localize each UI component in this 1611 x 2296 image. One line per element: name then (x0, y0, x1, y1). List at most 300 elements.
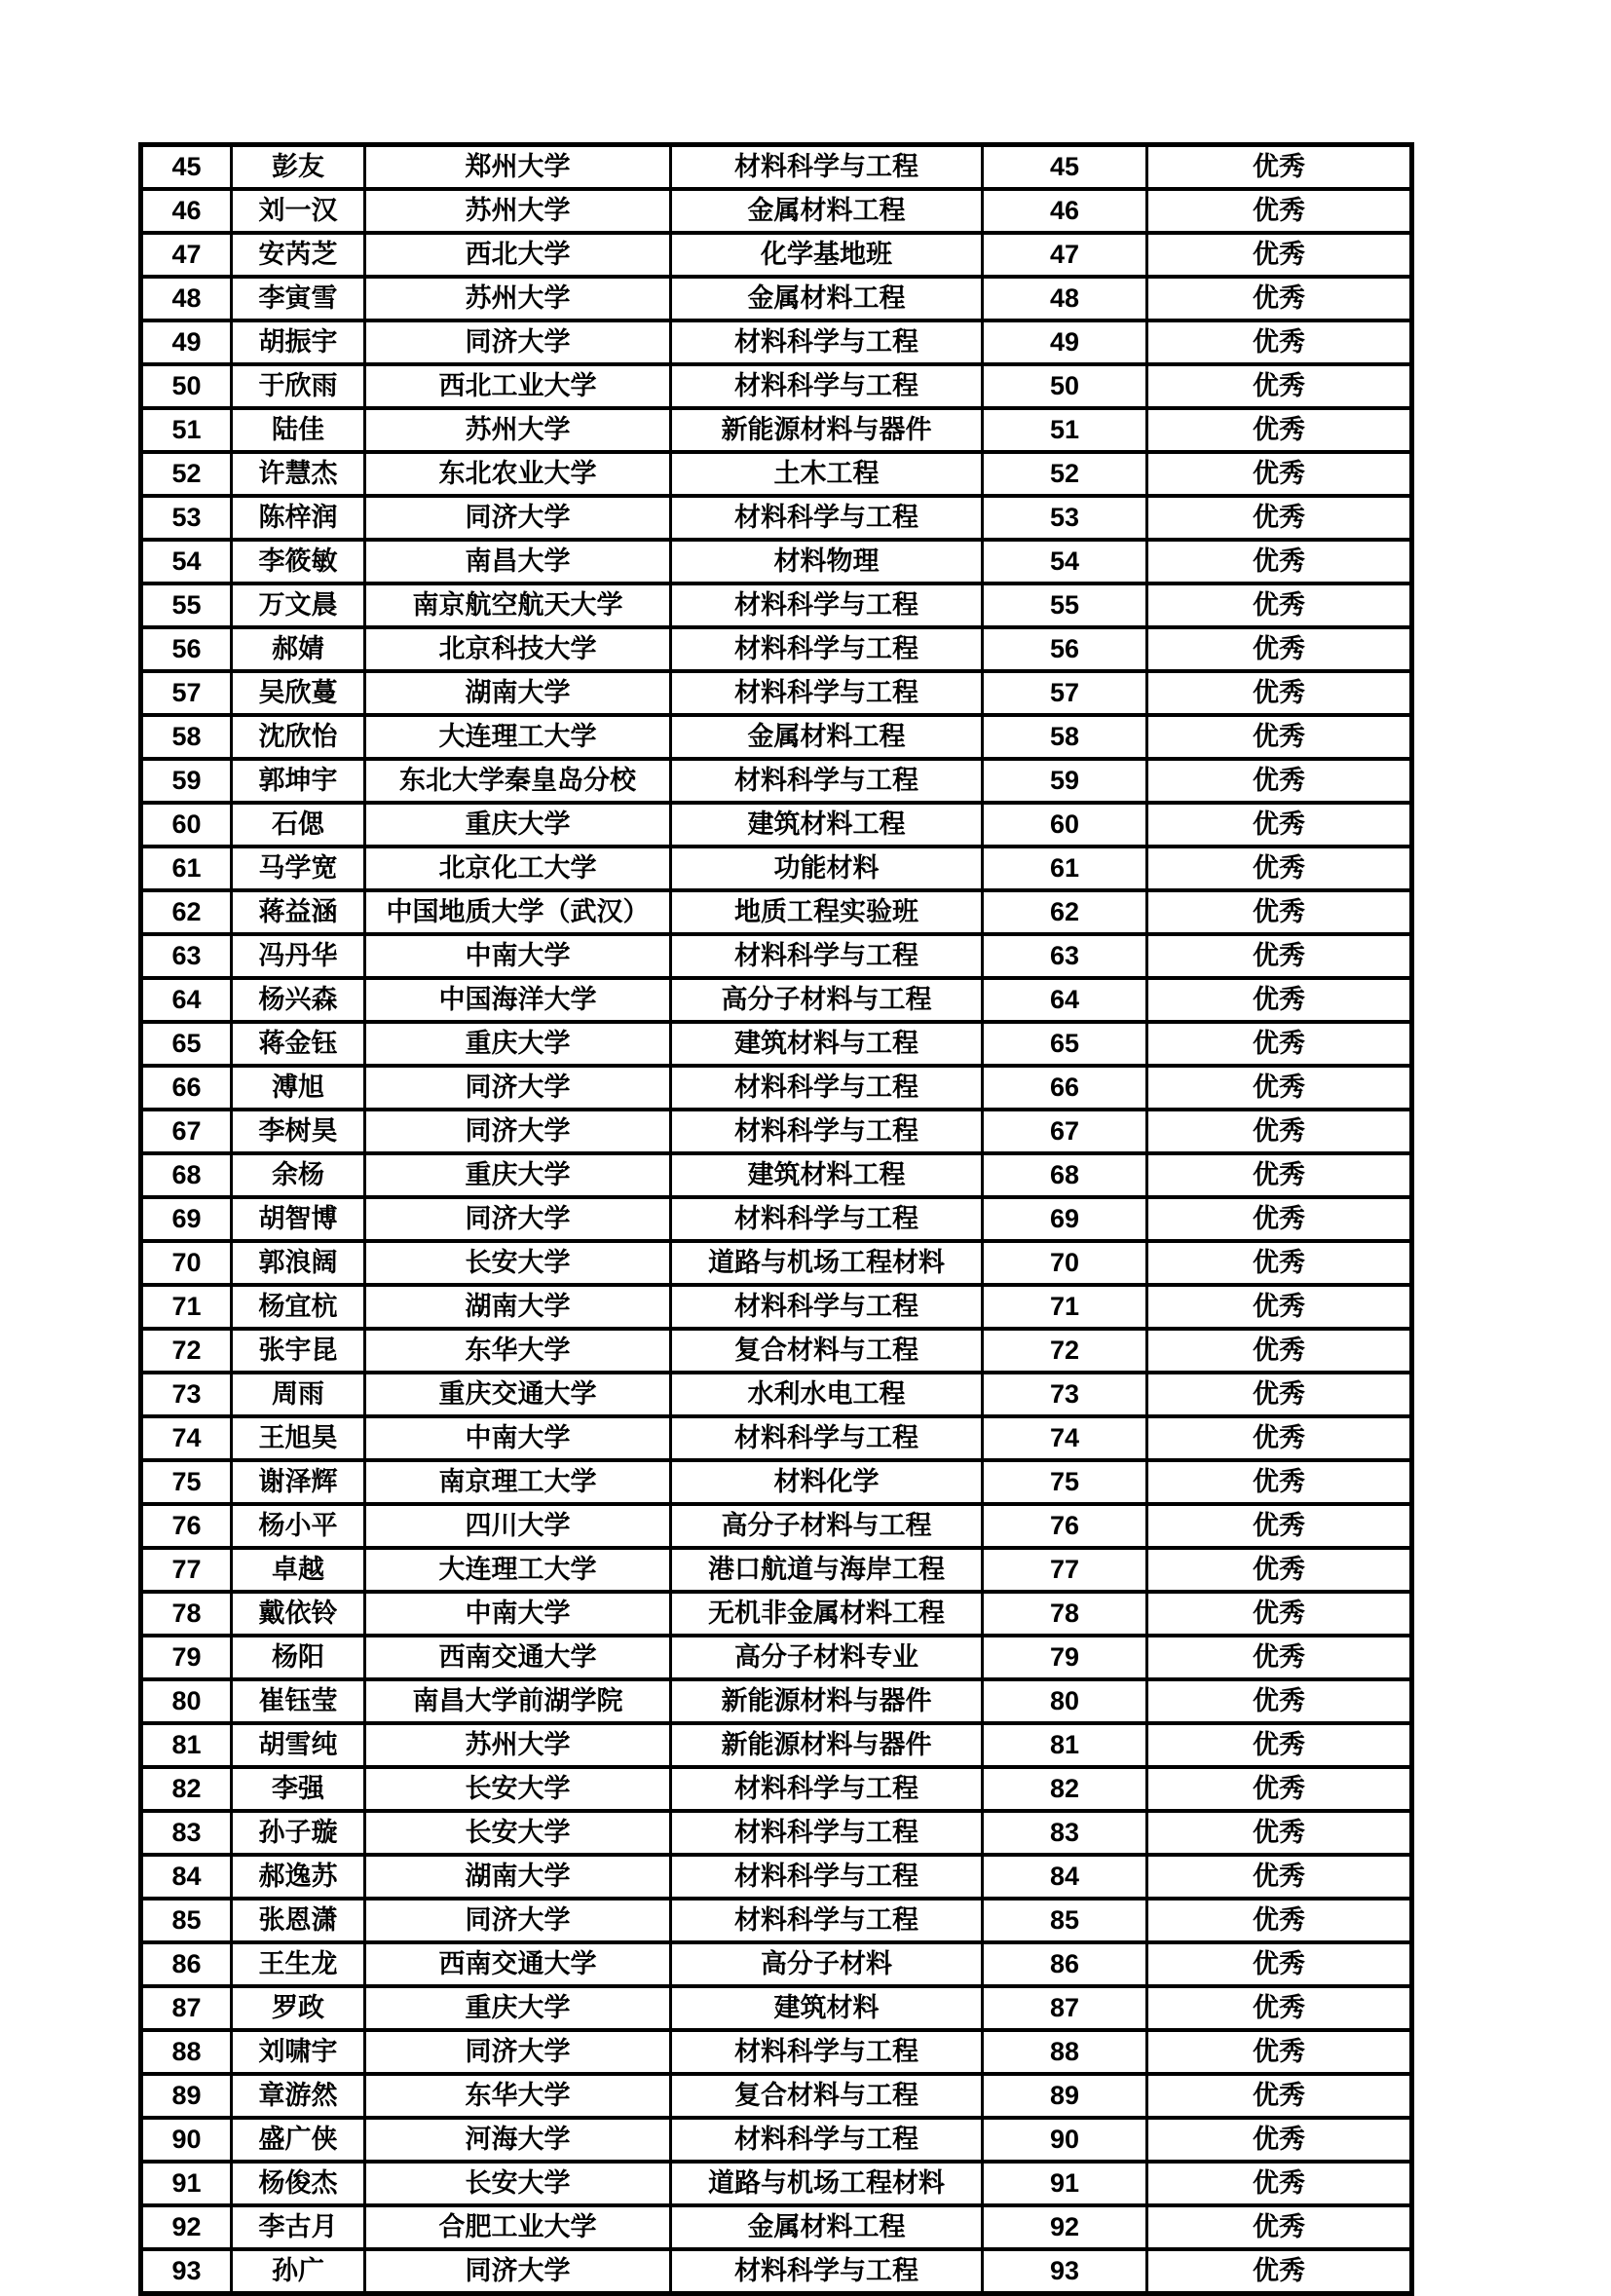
table-row (141, 759, 1412, 803)
university-cell: 东华大学 (365, 2074, 671, 2118)
row-number-repeat-cell: 65 (983, 1022, 1147, 1066)
table-row (141, 1636, 1412, 1679)
table-row (141, 145, 1412, 190)
major-cell: 金属材料工程 (671, 715, 983, 759)
rating-cell: 优秀 (1147, 1110, 1412, 1153)
rating-cell: 优秀 (1147, 1855, 1412, 1899)
table-row (141, 540, 1412, 583)
row-number-repeat-cell: 83 (983, 1811, 1147, 1855)
university-cell: 中国海洋大学 (365, 978, 671, 1022)
university-cell: 湖南大学 (365, 1855, 671, 1899)
row-number-cell: 45 (141, 145, 232, 190)
table-row (141, 1285, 1412, 1329)
rating-cell: 优秀 (1147, 2074, 1412, 2118)
table-row (141, 2030, 1412, 2074)
rating-cell: 优秀 (1147, 1986, 1412, 2030)
rating-cell: 优秀 (1147, 1899, 1412, 1942)
row-number-repeat-cell: 79 (983, 1636, 1147, 1679)
rating-cell: 优秀 (1147, 2162, 1412, 2205)
table-row (141, 1153, 1412, 1197)
rating-cell: 优秀 (1147, 671, 1412, 715)
major-cell: 金属材料工程 (671, 277, 983, 320)
table-row (141, 890, 1412, 934)
row-number-cell: 70 (141, 1241, 232, 1285)
university-cell: 重庆大学 (365, 1986, 671, 2030)
row-number-repeat-cell: 53 (983, 496, 1147, 540)
table-row (141, 1592, 1412, 1636)
major-cell: 水利水电工程 (671, 1373, 983, 1416)
row-number-repeat-cell: 46 (983, 189, 1147, 233)
rating-cell: 优秀 (1147, 452, 1412, 496)
row-number-repeat-cell: 91 (983, 2162, 1147, 2205)
student-name-cell: 章游然 (232, 2074, 365, 2118)
major-cell: 材料科学与工程 (671, 1416, 983, 1460)
major-cell: 材料科学与工程 (671, 2030, 983, 2074)
student-name-cell: 刘啸宇 (232, 2030, 365, 2074)
table-row (141, 1855, 1412, 1899)
student-name-cell: 余杨 (232, 1153, 365, 1197)
row-number-cell: 61 (141, 847, 232, 890)
table-row (141, 1723, 1412, 1767)
student-name-cell: 彭友 (232, 145, 365, 190)
table-row (141, 671, 1412, 715)
table-row (141, 1373, 1412, 1416)
university-cell: 重庆大学 (365, 803, 671, 847)
student-name-cell: 郭坤宇 (232, 759, 365, 803)
table-row (141, 1329, 1412, 1373)
major-cell: 材料科学与工程 (671, 671, 983, 715)
row-number-cell: 89 (141, 2074, 232, 2118)
rating-cell: 优秀 (1147, 1373, 1412, 1416)
table-row (141, 1548, 1412, 1592)
student-name-cell: 杨俊杰 (232, 2162, 365, 2205)
table-row (141, 2249, 1412, 2294)
row-number-cell: 60 (141, 803, 232, 847)
row-number-repeat-cell: 76 (983, 1504, 1147, 1548)
student-name-cell: 卓越 (232, 1548, 365, 1592)
row-number-cell: 66 (141, 1066, 232, 1110)
row-number-repeat-cell: 51 (983, 408, 1147, 452)
row-number-repeat-cell: 66 (983, 1066, 1147, 1110)
university-cell: 苏州大学 (365, 277, 671, 320)
row-number-cell: 88 (141, 2030, 232, 2074)
major-cell: 地质工程实验班 (671, 890, 983, 934)
table-row (141, 1679, 1412, 1723)
university-cell: 长安大学 (365, 2162, 671, 2205)
student-name-cell: 王生龙 (232, 1942, 365, 1986)
row-number-cell: 48 (141, 277, 232, 320)
rating-cell: 优秀 (1147, 408, 1412, 452)
rating-cell: 优秀 (1147, 1285, 1412, 1329)
university-cell: 北京化工大学 (365, 847, 671, 890)
major-cell: 材料科学与工程 (671, 320, 983, 364)
row-number-repeat-cell: 92 (983, 2205, 1147, 2249)
student-name-cell: 崔钰莹 (232, 1679, 365, 1723)
university-cell: 同济大学 (365, 1066, 671, 1110)
major-cell: 材料科学与工程 (671, 627, 983, 671)
row-number-repeat-cell: 61 (983, 847, 1147, 890)
row-number-repeat-cell: 55 (983, 583, 1147, 627)
table-row (141, 715, 1412, 759)
row-number-repeat-cell: 93 (983, 2249, 1147, 2294)
row-number-repeat-cell: 48 (983, 277, 1147, 320)
row-number-repeat-cell: 45 (983, 145, 1147, 190)
major-cell: 材料科学与工程 (671, 1899, 983, 1942)
row-number-cell: 65 (141, 1022, 232, 1066)
student-name-cell: 沈欣怡 (232, 715, 365, 759)
student-name-cell: 陈梓润 (232, 496, 365, 540)
row-number-repeat-cell: 56 (983, 627, 1147, 671)
university-cell: 大连理工大学 (365, 715, 671, 759)
major-cell: 港口航道与海岸工程 (671, 1548, 983, 1592)
major-cell: 化学基地班 (671, 233, 983, 277)
rating-cell: 优秀 (1147, 627, 1412, 671)
major-cell: 材料科学与工程 (671, 496, 983, 540)
student-name-cell: 溥旭 (232, 1066, 365, 1110)
row-number-cell: 92 (141, 2205, 232, 2249)
row-number-cell: 78 (141, 1592, 232, 1636)
major-cell: 材料科学与工程 (671, 1767, 983, 1811)
rating-cell: 优秀 (1147, 1592, 1412, 1636)
row-number-cell: 47 (141, 233, 232, 277)
row-number-cell: 69 (141, 1197, 232, 1241)
rating-cell: 优秀 (1147, 583, 1412, 627)
major-cell: 材料科学与工程 (671, 759, 983, 803)
major-cell: 材料科学与工程 (671, 1066, 983, 1110)
student-name-cell: 安芮芝 (232, 233, 365, 277)
rating-cell: 优秀 (1147, 1636, 1412, 1679)
major-cell: 复合材料与工程 (671, 2074, 983, 2118)
university-cell: 西北工业大学 (365, 364, 671, 408)
university-cell: 同济大学 (365, 2249, 671, 2294)
university-cell: 郑州大学 (365, 145, 671, 190)
student-name-cell: 马学宽 (232, 847, 365, 890)
row-number-cell: 59 (141, 759, 232, 803)
student-name-cell: 胡智博 (232, 1197, 365, 1241)
university-cell: 东北大学秦皇岛分校 (365, 759, 671, 803)
row-number-repeat-cell: 73 (983, 1373, 1147, 1416)
row-number-repeat-cell: 70 (983, 1241, 1147, 1285)
student-name-cell: 万文晨 (232, 583, 365, 627)
university-cell: 重庆交通大学 (365, 1373, 671, 1416)
rating-cell: 优秀 (1147, 1548, 1412, 1592)
rating-cell: 优秀 (1147, 1153, 1412, 1197)
major-cell: 道路与机场工程材料 (671, 2162, 983, 2205)
university-cell: 同济大学 (365, 2030, 671, 2074)
row-number-cell: 93 (141, 2249, 232, 2294)
rating-cell: 优秀 (1147, 233, 1412, 277)
student-name-cell: 李强 (232, 1767, 365, 1811)
student-name-cell: 冯丹华 (232, 934, 365, 978)
table-row (141, 2205, 1412, 2249)
student-name-cell: 胡雪纯 (232, 1723, 365, 1767)
rating-cell: 优秀 (1147, 1723, 1412, 1767)
major-cell: 新能源材料与器件 (671, 1679, 983, 1723)
row-number-repeat-cell: 69 (983, 1197, 1147, 1241)
major-cell: 高分子材料专业 (671, 1636, 983, 1679)
table-row (141, 1986, 1412, 2030)
rating-cell: 优秀 (1147, 145, 1412, 190)
row-number-repeat-cell: 68 (983, 1153, 1147, 1197)
student-name-cell: 罗政 (232, 1986, 365, 2030)
rating-cell: 优秀 (1147, 759, 1412, 803)
table-row (141, 2118, 1412, 2162)
row-number-cell: 76 (141, 1504, 232, 1548)
university-cell: 苏州大学 (365, 408, 671, 452)
rating-cell: 优秀 (1147, 1504, 1412, 1548)
row-number-repeat-cell: 50 (983, 364, 1147, 408)
major-cell: 材料化学 (671, 1460, 983, 1504)
university-cell: 重庆大学 (365, 1022, 671, 1066)
university-cell: 苏州大学 (365, 1723, 671, 1767)
table-row (141, 452, 1412, 496)
rating-cell: 优秀 (1147, 1460, 1412, 1504)
row-number-cell: 58 (141, 715, 232, 759)
row-number-cell: 91 (141, 2162, 232, 2205)
rating-cell: 优秀 (1147, 1416, 1412, 1460)
university-cell: 同济大学 (365, 496, 671, 540)
university-cell: 四川大学 (365, 1504, 671, 1548)
rating-cell: 优秀 (1147, 1022, 1412, 1066)
major-cell: 材料科学与工程 (671, 1110, 983, 1153)
row-number-cell: 84 (141, 1855, 232, 1899)
row-number-cell: 53 (141, 496, 232, 540)
university-cell: 中国地质大学（武汉） (365, 890, 671, 934)
university-cell: 同济大学 (365, 1197, 671, 1241)
row-number-cell: 50 (141, 364, 232, 408)
row-number-cell: 68 (141, 1153, 232, 1197)
row-number-cell: 81 (141, 1723, 232, 1767)
rating-cell: 优秀 (1147, 277, 1412, 320)
university-cell: 南昌大学前湖学院 (365, 1679, 671, 1723)
table-row (141, 803, 1412, 847)
table-row (141, 583, 1412, 627)
university-cell: 湖南大学 (365, 1285, 671, 1329)
row-number-cell: 71 (141, 1285, 232, 1329)
major-cell: 材料物理 (671, 540, 983, 583)
rating-cell: 优秀 (1147, 1329, 1412, 1373)
rating-cell: 优秀 (1147, 2249, 1412, 2294)
rating-cell: 优秀 (1147, 2118, 1412, 2162)
student-name-cell: 刘一汉 (232, 189, 365, 233)
student-name-cell: 郭浪阔 (232, 1241, 365, 1285)
university-cell: 中南大学 (365, 1416, 671, 1460)
row-number-repeat-cell: 47 (983, 233, 1147, 277)
student-name-cell: 郝婧 (232, 627, 365, 671)
major-cell: 材料科学与工程 (671, 2118, 983, 2162)
rating-cell: 优秀 (1147, 1942, 1412, 1986)
major-cell: 新能源材料与器件 (671, 1723, 983, 1767)
row-number-repeat-cell: 88 (983, 2030, 1147, 2074)
student-name-cell: 陆佳 (232, 408, 365, 452)
rating-cell: 优秀 (1147, 320, 1412, 364)
table-row (141, 1767, 1412, 1811)
rating-cell: 优秀 (1147, 1679, 1412, 1723)
row-number-cell: 56 (141, 627, 232, 671)
table-row (141, 496, 1412, 540)
student-name-cell: 谢泽辉 (232, 1460, 365, 1504)
table-row (141, 1416, 1412, 1460)
table-row (141, 2074, 1412, 2118)
row-number-cell: 72 (141, 1329, 232, 1373)
table-row (141, 1504, 1412, 1548)
row-number-cell: 54 (141, 540, 232, 583)
row-number-repeat-cell: 67 (983, 1110, 1147, 1153)
rating-cell: 优秀 (1147, 189, 1412, 233)
row-number-repeat-cell: 64 (983, 978, 1147, 1022)
rating-cell: 优秀 (1147, 1241, 1412, 1285)
row-number-cell: 64 (141, 978, 232, 1022)
table-row (141, 364, 1412, 408)
major-cell: 高分子材料与工程 (671, 1504, 983, 1548)
major-cell: 高分子材料与工程 (671, 978, 983, 1022)
major-cell: 材料科学与工程 (671, 1811, 983, 1855)
rating-cell: 优秀 (1147, 847, 1412, 890)
university-cell: 南京理工大学 (365, 1460, 671, 1504)
row-number-repeat-cell: 77 (983, 1548, 1147, 1592)
student-name-cell: 蒋益涵 (232, 890, 365, 934)
row-number-cell: 46 (141, 189, 232, 233)
row-number-cell: 67 (141, 1110, 232, 1153)
student-name-cell: 张恩潇 (232, 1899, 365, 1942)
rating-cell: 优秀 (1147, 2205, 1412, 2249)
table-row (141, 233, 1412, 277)
university-cell: 长安大学 (365, 1811, 671, 1855)
row-number-cell: 80 (141, 1679, 232, 1723)
row-number-repeat-cell: 82 (983, 1767, 1147, 1811)
university-cell: 北京科技大学 (365, 627, 671, 671)
university-cell: 中南大学 (365, 934, 671, 978)
university-cell: 苏州大学 (365, 189, 671, 233)
major-cell: 功能材料 (671, 847, 983, 890)
row-number-repeat-cell: 63 (983, 934, 1147, 978)
major-cell: 土木工程 (671, 452, 983, 496)
university-cell: 同济大学 (365, 1899, 671, 1942)
row-number-repeat-cell: 89 (983, 2074, 1147, 2118)
row-number-cell: 74 (141, 1416, 232, 1460)
major-cell: 材料科学与工程 (671, 145, 983, 190)
row-number-cell: 51 (141, 408, 232, 452)
student-name-cell: 孙广 (232, 2249, 365, 2294)
row-number-cell: 75 (141, 1460, 232, 1504)
table-row (141, 189, 1412, 233)
row-number-cell: 87 (141, 1986, 232, 2030)
rating-cell: 优秀 (1147, 364, 1412, 408)
major-cell: 复合材料与工程 (671, 1329, 983, 1373)
major-cell: 建筑材料 (671, 1986, 983, 2030)
row-number-repeat-cell: 52 (983, 452, 1147, 496)
student-name-cell: 周雨 (232, 1373, 365, 1416)
row-number-repeat-cell: 84 (983, 1855, 1147, 1899)
university-cell: 河海大学 (365, 2118, 671, 2162)
university-cell: 西南交通大学 (365, 1942, 671, 1986)
major-cell: 材料科学与工程 (671, 1197, 983, 1241)
student-name-cell: 王旭昊 (232, 1416, 365, 1460)
rating-cell: 优秀 (1147, 1811, 1412, 1855)
student-name-cell: 李树昊 (232, 1110, 365, 1153)
major-cell: 材料科学与工程 (671, 2249, 983, 2294)
row-number-repeat-cell: 71 (983, 1285, 1147, 1329)
university-cell: 中南大学 (365, 1592, 671, 1636)
student-name-cell: 张宇昆 (232, 1329, 365, 1373)
row-number-repeat-cell: 90 (983, 2118, 1147, 2162)
row-number-repeat-cell: 49 (983, 320, 1147, 364)
row-number-cell: 82 (141, 1767, 232, 1811)
row-number-cell: 57 (141, 671, 232, 715)
table-row (141, 978, 1412, 1022)
major-cell: 材料科学与工程 (671, 934, 983, 978)
student-name-cell: 李寅雪 (232, 277, 365, 320)
university-cell: 东北农业大学 (365, 452, 671, 496)
rating-cell: 优秀 (1147, 2030, 1412, 2074)
student-name-cell: 杨兴森 (232, 978, 365, 1022)
row-number-cell: 63 (141, 934, 232, 978)
students-rating-table (138, 142, 1414, 2296)
major-cell: 新能源材料与器件 (671, 408, 983, 452)
table-row (141, 627, 1412, 671)
student-name-cell: 杨阳 (232, 1636, 365, 1679)
university-cell: 南昌大学 (365, 540, 671, 583)
table-row (141, 847, 1412, 890)
student-name-cell: 杨小平 (232, 1504, 365, 1548)
row-number-repeat-cell: 57 (983, 671, 1147, 715)
row-number-cell: 90 (141, 2118, 232, 2162)
row-number-cell: 85 (141, 1899, 232, 1942)
student-name-cell: 杨宜杭 (232, 1285, 365, 1329)
major-cell: 无机非金属材料工程 (671, 1592, 983, 1636)
table-row (141, 1066, 1412, 1110)
major-cell: 材料科学与工程 (671, 364, 983, 408)
row-number-repeat-cell: 80 (983, 1679, 1147, 1723)
table-row (141, 1241, 1412, 1285)
university-cell: 同济大学 (365, 320, 671, 364)
row-number-repeat-cell: 75 (983, 1460, 1147, 1504)
university-cell: 大连理工大学 (365, 1548, 671, 1592)
table-row (141, 1022, 1412, 1066)
row-number-repeat-cell: 59 (983, 759, 1147, 803)
row-number-repeat-cell: 60 (983, 803, 1147, 847)
major-cell: 建筑材料与工程 (671, 1022, 983, 1066)
student-name-cell: 蒋金钰 (232, 1022, 365, 1066)
rating-cell: 优秀 (1147, 715, 1412, 759)
table-row (141, 320, 1412, 364)
rating-cell: 优秀 (1147, 540, 1412, 583)
student-name-cell: 胡振宇 (232, 320, 365, 364)
table-row (141, 1460, 1412, 1504)
table-row (141, 934, 1412, 978)
student-name-cell: 吴欣蔓 (232, 671, 365, 715)
row-number-cell: 52 (141, 452, 232, 496)
major-cell: 高分子材料 (671, 1942, 983, 1986)
row-number-cell: 79 (141, 1636, 232, 1679)
student-name-cell: 盛广侠 (232, 2118, 365, 2162)
row-number-cell: 77 (141, 1548, 232, 1592)
table-row (141, 277, 1412, 320)
rating-cell: 优秀 (1147, 1197, 1412, 1241)
university-cell: 同济大学 (365, 1110, 671, 1153)
university-cell: 南京航空航天大学 (365, 583, 671, 627)
row-number-cell: 83 (141, 1811, 232, 1855)
table-row (141, 1899, 1412, 1942)
rating-cell: 优秀 (1147, 496, 1412, 540)
major-cell: 道路与机场工程材料 (671, 1241, 983, 1285)
major-cell: 材料科学与工程 (671, 1855, 983, 1899)
row-number-cell: 62 (141, 890, 232, 934)
row-number-repeat-cell: 74 (983, 1416, 1147, 1460)
row-number-repeat-cell: 81 (983, 1723, 1147, 1767)
table-row (141, 1110, 1412, 1153)
major-cell: 金属材料工程 (671, 2205, 983, 2249)
